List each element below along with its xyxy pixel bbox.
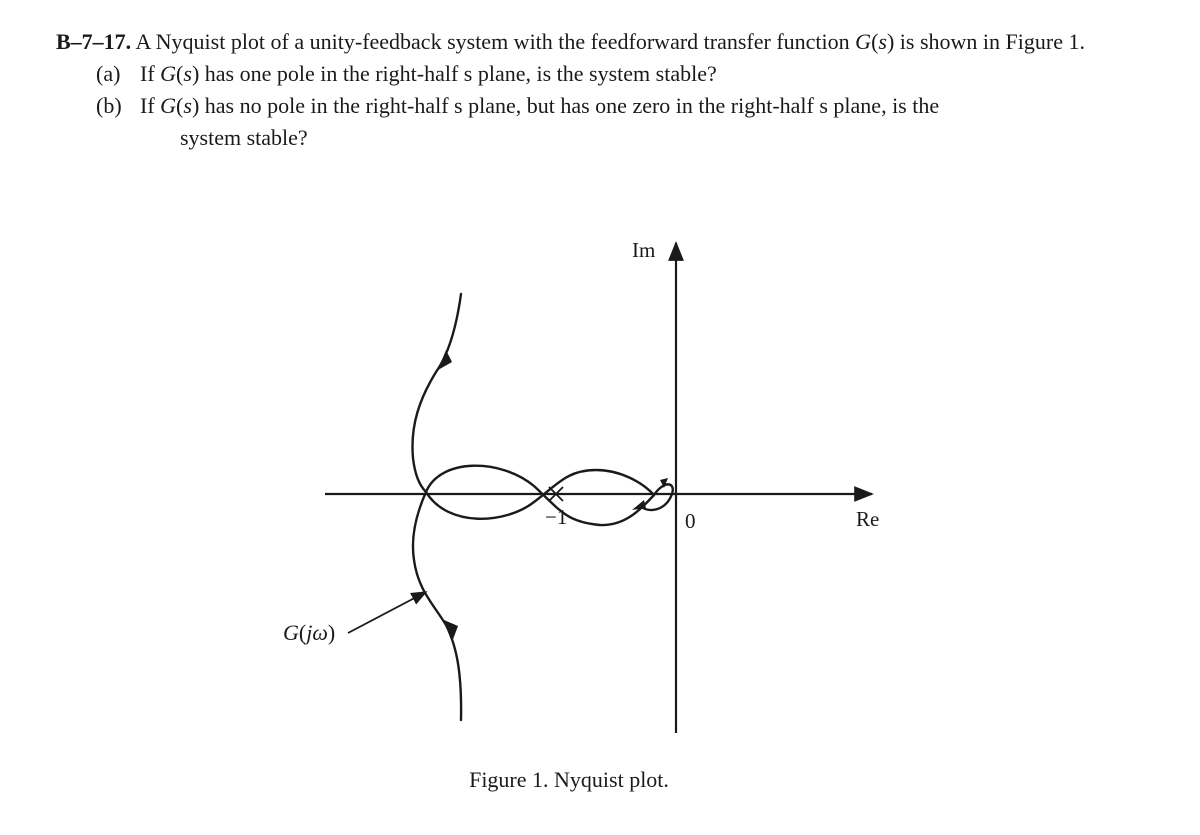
question-b-fn: G [160,93,177,118]
intro-text-end: is shown in Figure 1. [894,29,1085,54]
critical-point-label: −1 [545,505,568,529]
question-a: (a) If G(s) has one pole in the right-half s plane, is the system stable? [56,58,1166,90]
question-a-fn: G [160,61,177,86]
question-b-var: s [183,93,192,118]
problem-id: B–7–17. [56,29,132,54]
intro-text: A Nyquist plot of a unity-feedback system with the feedforward transfer function [131,29,856,54]
direction-arrow-upper [438,350,452,370]
axis-re-label: Re [856,507,880,531]
question-b-label: (b) [96,93,122,118]
question-a-label: (a) [96,61,121,86]
curve-label [283,620,335,646]
fn-symbol: G [855,29,872,54]
axis-im-label: Im [632,238,656,262]
question-b-text: has no pole in the right-half s plane, but has one zero in the right-half s plane, is the [199,93,940,118]
question-b-pre: If [140,93,161,118]
paren-open: ( [871,29,879,54]
curve-label-text: G(jω) [283,620,336,645]
paren-close: ) [886,29,895,54]
figure-caption: Figure 1. Nyquist plot. [469,767,669,792]
direction-arrow-lower [444,620,458,642]
origin-label: 0 [685,509,696,533]
question-b: (b) If G(s) has no pole in the right-half s plane, but has one zero in the right-half s plane, is the [56,90,1166,122]
question-a-var: s [183,61,192,86]
fn-variable: s [878,29,887,54]
curve-label-pointer [348,592,426,633]
question-a-pre: If [140,61,161,86]
nyquist-curve [412,294,672,720]
question-b-text-cont: system stable? [180,125,308,150]
question-a-text: has one pole in the right-half s plane, is the system stable? [199,61,717,86]
